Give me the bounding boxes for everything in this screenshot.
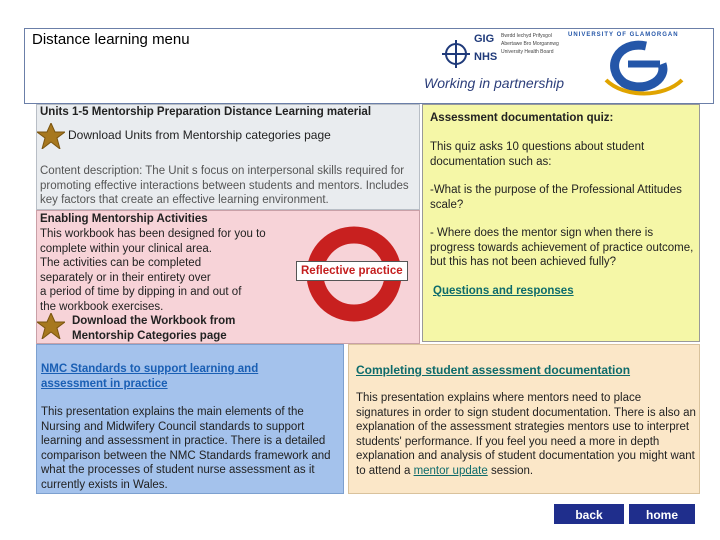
nmc-description: This presentation explains the main elements of the Nursing and Midwifery Council standards to support learning and assessment in practice. There is a detailed comparison between the NMC Standards framework and what the processes of student nurse assessment as it currently exists in Wales. — [41, 406, 331, 491]
logo-line-3: University Health Board — [501, 49, 554, 55]
units-download-link[interactable]: Download Units from Mentorship categories page — [68, 128, 331, 142]
logo-gig: GIG — [474, 33, 495, 45]
completing-documentation-link[interactable]: Completing student assessment documentation — [356, 363, 631, 377]
enabling-line-1: This workbook has been designed for you to — [40, 228, 266, 240]
completing-description — [356, 391, 696, 478]
logo-nhs: NHS — [474, 51, 498, 63]
completing-body: This presentation explains where mentors need to place signatures in order to sign student documentation. There is also an explanation of the assessment strategies mentors use to interpret students' performance. If you feel you need a more in depth explanation and analysis of student documentation you might want to attend a — [356, 392, 696, 477]
enabling-line-2: complete within your clinical area. — [40, 242, 212, 255]
enabling-line-3: The activities can be completed — [40, 257, 202, 269]
enabling-line-5: a period of time by dipping in and out of — [40, 286, 242, 298]
nhs-logo — [440, 30, 564, 78]
enabling-body — [40, 227, 300, 314]
workbook-download-line-2: Mentorship Categories page — [72, 329, 227, 342]
quiz-title: Assessment documentation quiz: — [430, 112, 614, 124]
workbook-download-line-1: Download the Workbook from — [72, 315, 236, 327]
mentor-update-link[interactable]: mentor update — [413, 464, 488, 477]
quiz-question-2: - Where does the mentor sign when there is progress towards achievement of practice outcome, but this has not been achieved fully? — [430, 227, 694, 268]
enabling-line-6: the workbook exercises. — [40, 300, 164, 313]
quiz-intro: This quiz asks 10 questions about student documentation such as: — [430, 141, 645, 168]
units-title: Units 1-5 Mentorship Preparation Distance Learning material — [40, 106, 372, 118]
enabling-title: Enabling Mentorship Activities — [40, 213, 208, 225]
units-description: Content description: The Unit s focus on interpersonal skills required for promoting effective interactions between students and mentors. Includes key factors that create an effective learning environment. — [40, 165, 409, 206]
page-title: Distance learning menu — [32, 31, 190, 48]
workbook-download-star-icon[interactable] — [37, 313, 65, 344]
university-logo-text: UNIVERSITY OF GLAMORGAN — [568, 32, 679, 38]
enabling-line-4: separately or in their entirety over — [40, 271, 211, 284]
back-button[interactable]: back — [553, 503, 625, 525]
units-download-star-icon[interactable] — [37, 123, 65, 154]
nmc-standards-link[interactable]: NMC Standards to support learning and assessment in practice — [41, 363, 259, 390]
workbook-download-link[interactable] — [72, 314, 235, 343]
quiz-question-1: -What is the purpose of the Professional Attitudes scale? — [430, 184, 682, 211]
logo-line-1: Bwrdd Iechyd Prifysgol — [501, 33, 552, 39]
reflective-practice-label[interactable]: Reflective practice — [296, 261, 408, 281]
partnership-tagline: Working in partnership — [424, 75, 565, 91]
logo-line-2: Abertawe Bro Morgannwg — [501, 41, 559, 47]
questions-responses-link[interactable]: Questions and responses — [433, 285, 574, 297]
home-button[interactable]: home — [628, 503, 696, 525]
university-logo — [566, 28, 706, 100]
completing-body-end: session. — [490, 464, 534, 477]
